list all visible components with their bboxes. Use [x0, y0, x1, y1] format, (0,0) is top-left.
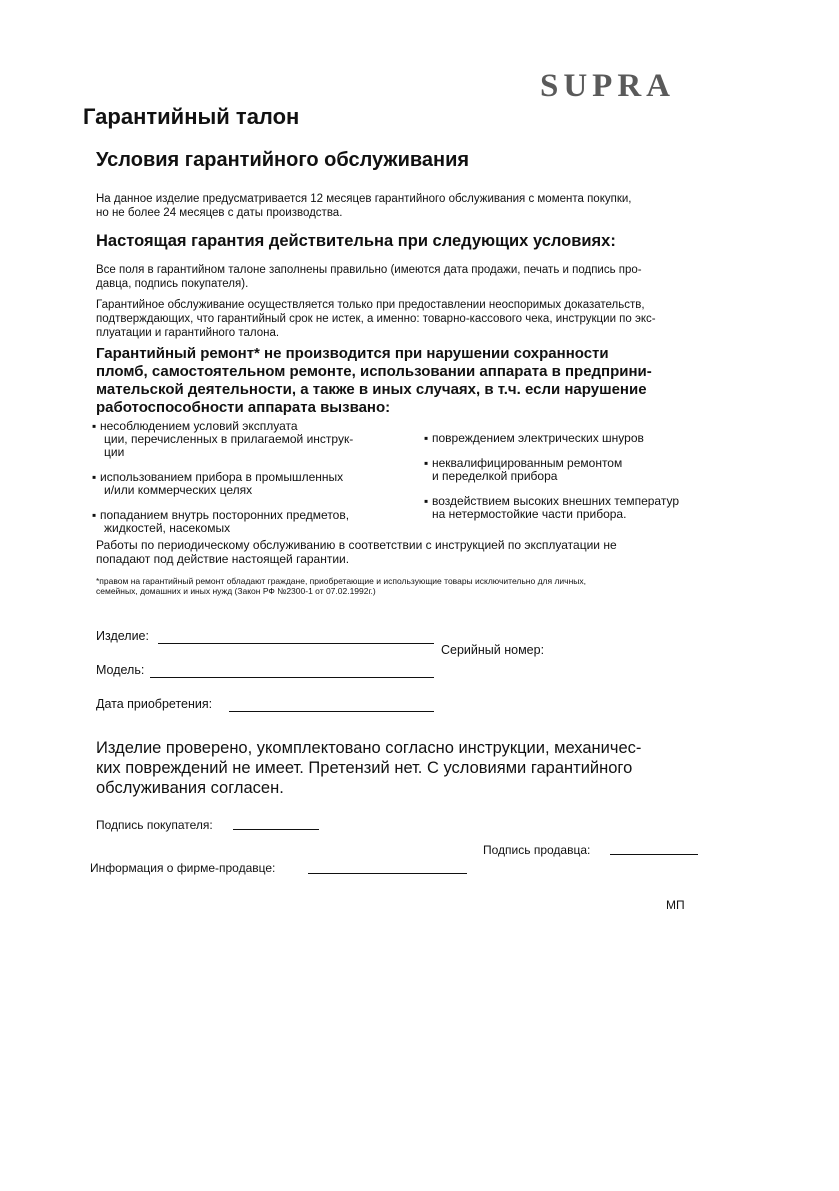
condition1-line: Все поля в гарантийном талоне заполнены правильно (имеются дата продажи, печать и подпись про-	[96, 264, 642, 276]
page-title: Гарантийный талон	[83, 104, 300, 129]
stamp-label: МП	[666, 898, 685, 912]
purchase-date-label: Дата приобретения:	[96, 697, 213, 711]
bullet-icon: ▪	[424, 494, 429, 508]
conditions-heading: Настоящая гарантия действительна при следующих условиях:	[96, 232, 616, 250]
exclusion-line: работоспособности аппарата вызвано:	[96, 399, 391, 416]
list-item-line: попаданием внутрь посторонних предметов,	[100, 508, 350, 522]
footnote-line: *правом на гарантийный ремонт обладают граждане, приобретающие и использующие товары исключительно для личных,	[96, 576, 586, 586]
list-item-line: ции, перечисленных в прилагаемой инструк-	[104, 432, 354, 446]
footnote	[96, 576, 728, 596]
intro-line: На данное изделие предусматривается 12 месяцев гарантийного обслуживания с момента покупки,	[96, 193, 632, 205]
condition1-line: давца, подпись покупателя).	[96, 278, 249, 290]
list-item-line: ции	[104, 445, 125, 459]
left-exclusion-list	[92, 420, 402, 547]
condition2-line: плуатации и гарантийного талона.	[96, 327, 280, 339]
list-item-line: воздействием высоких внешних температур	[432, 494, 680, 508]
list-item-line: и/или коммерческих целях	[104, 483, 253, 497]
supra-logo: SUPRA	[540, 68, 676, 104]
list-item	[92, 471, 402, 497]
declaration-line: ких повреждений не имеет. Претензий нет. С условиями гарантийного	[96, 759, 633, 777]
bullet-icon: ▪	[92, 470, 97, 484]
exclusion-heading	[96, 345, 728, 417]
bullet-icon: ▪	[92, 508, 97, 522]
list-item-line: жидкостей, насекомых	[104, 521, 231, 535]
list-item-line: несоблюдением условий эксплуата	[100, 419, 298, 433]
declaration-line: обслуживания согласен.	[96, 779, 284, 797]
seller-signature-field[interactable]	[610, 854, 698, 855]
intro-paragraph	[96, 192, 728, 220]
seller-info-field[interactable]	[308, 873, 467, 874]
list-item	[424, 495, 734, 521]
model-label: Модель:	[96, 663, 145, 677]
product-field[interactable]	[158, 643, 434, 644]
maintenance-note-line: попадают под действие настоящей гарантии.	[96, 552, 350, 566]
exclusion-line: пломб, самостоятельном ремонте, использовании аппарата в предприни-	[96, 363, 652, 380]
condition2-line: Гарантийное обслуживание осуществляется только при предоставлении неоспоримых доказательств,	[96, 299, 645, 311]
list-item-line: использованием прибора в промышленных	[100, 470, 344, 484]
bullet-icon: ▪	[92, 419, 97, 433]
list-item	[92, 420, 402, 459]
list-item-line: и переделкой прибора	[432, 469, 558, 483]
exclusion-line: Гарантийный ремонт* не производится при нарушении сохранности	[96, 345, 609, 362]
list-item-line: повреждением электрических шнуров	[432, 431, 644, 445]
bullet-icon: ▪	[424, 456, 429, 470]
intro-line: но не более 24 месяцев с даты производства.	[96, 207, 343, 219]
seller-info-label: Информация о фирме-продавце:	[90, 861, 276, 875]
footnote-line: семейных, домашних и иных нужд (Закон РФ №2300-1 от 07.02.1992г.)	[96, 586, 376, 596]
model-field[interactable]	[150, 677, 434, 678]
product-label: Изделие:	[96, 629, 149, 643]
purchase-date-field[interactable]	[229, 711, 434, 712]
maintenance-note-line: Работы по периодическому обслуживанию в соответствии с инструкцией по эксплуатации не	[96, 538, 617, 552]
condition2-line: подтверждающих, что гарантийный срок не истек, а именно: товарно-кассового чека, инструкции по экс-	[96, 313, 656, 325]
list-item	[92, 509, 402, 535]
list-item-line: на нетермостойкие части прибора.	[432, 507, 627, 521]
bullet-icon: ▪	[424, 431, 429, 445]
buyer-signature-label: Подпись покупателя:	[96, 818, 213, 832]
condition-paragraph-1	[96, 263, 728, 291]
maintenance-note	[96, 538, 728, 566]
list-item	[424, 457, 734, 483]
condition-paragraph-2	[96, 298, 728, 340]
list-item-line: неквалифицированным ремонтом	[432, 456, 623, 470]
right-exclusion-list	[424, 432, 734, 533]
exclusion-line: мательской деятельности, а также в иных случаях, в т.ч. если нарушение	[96, 381, 647, 398]
buyer-signature-field[interactable]	[233, 829, 319, 830]
list-item	[424, 432, 734, 445]
seller-signature-label: Подпись продавца:	[483, 843, 591, 857]
serial-number-label: Серийный номер:	[441, 643, 545, 657]
buyer-declaration	[96, 738, 728, 798]
declaration-line: Изделие проверено, укомплектовано согласно инструкции, механичес-	[96, 739, 642, 757]
section-title: Условия гарантийного обслуживания	[96, 149, 470, 171]
